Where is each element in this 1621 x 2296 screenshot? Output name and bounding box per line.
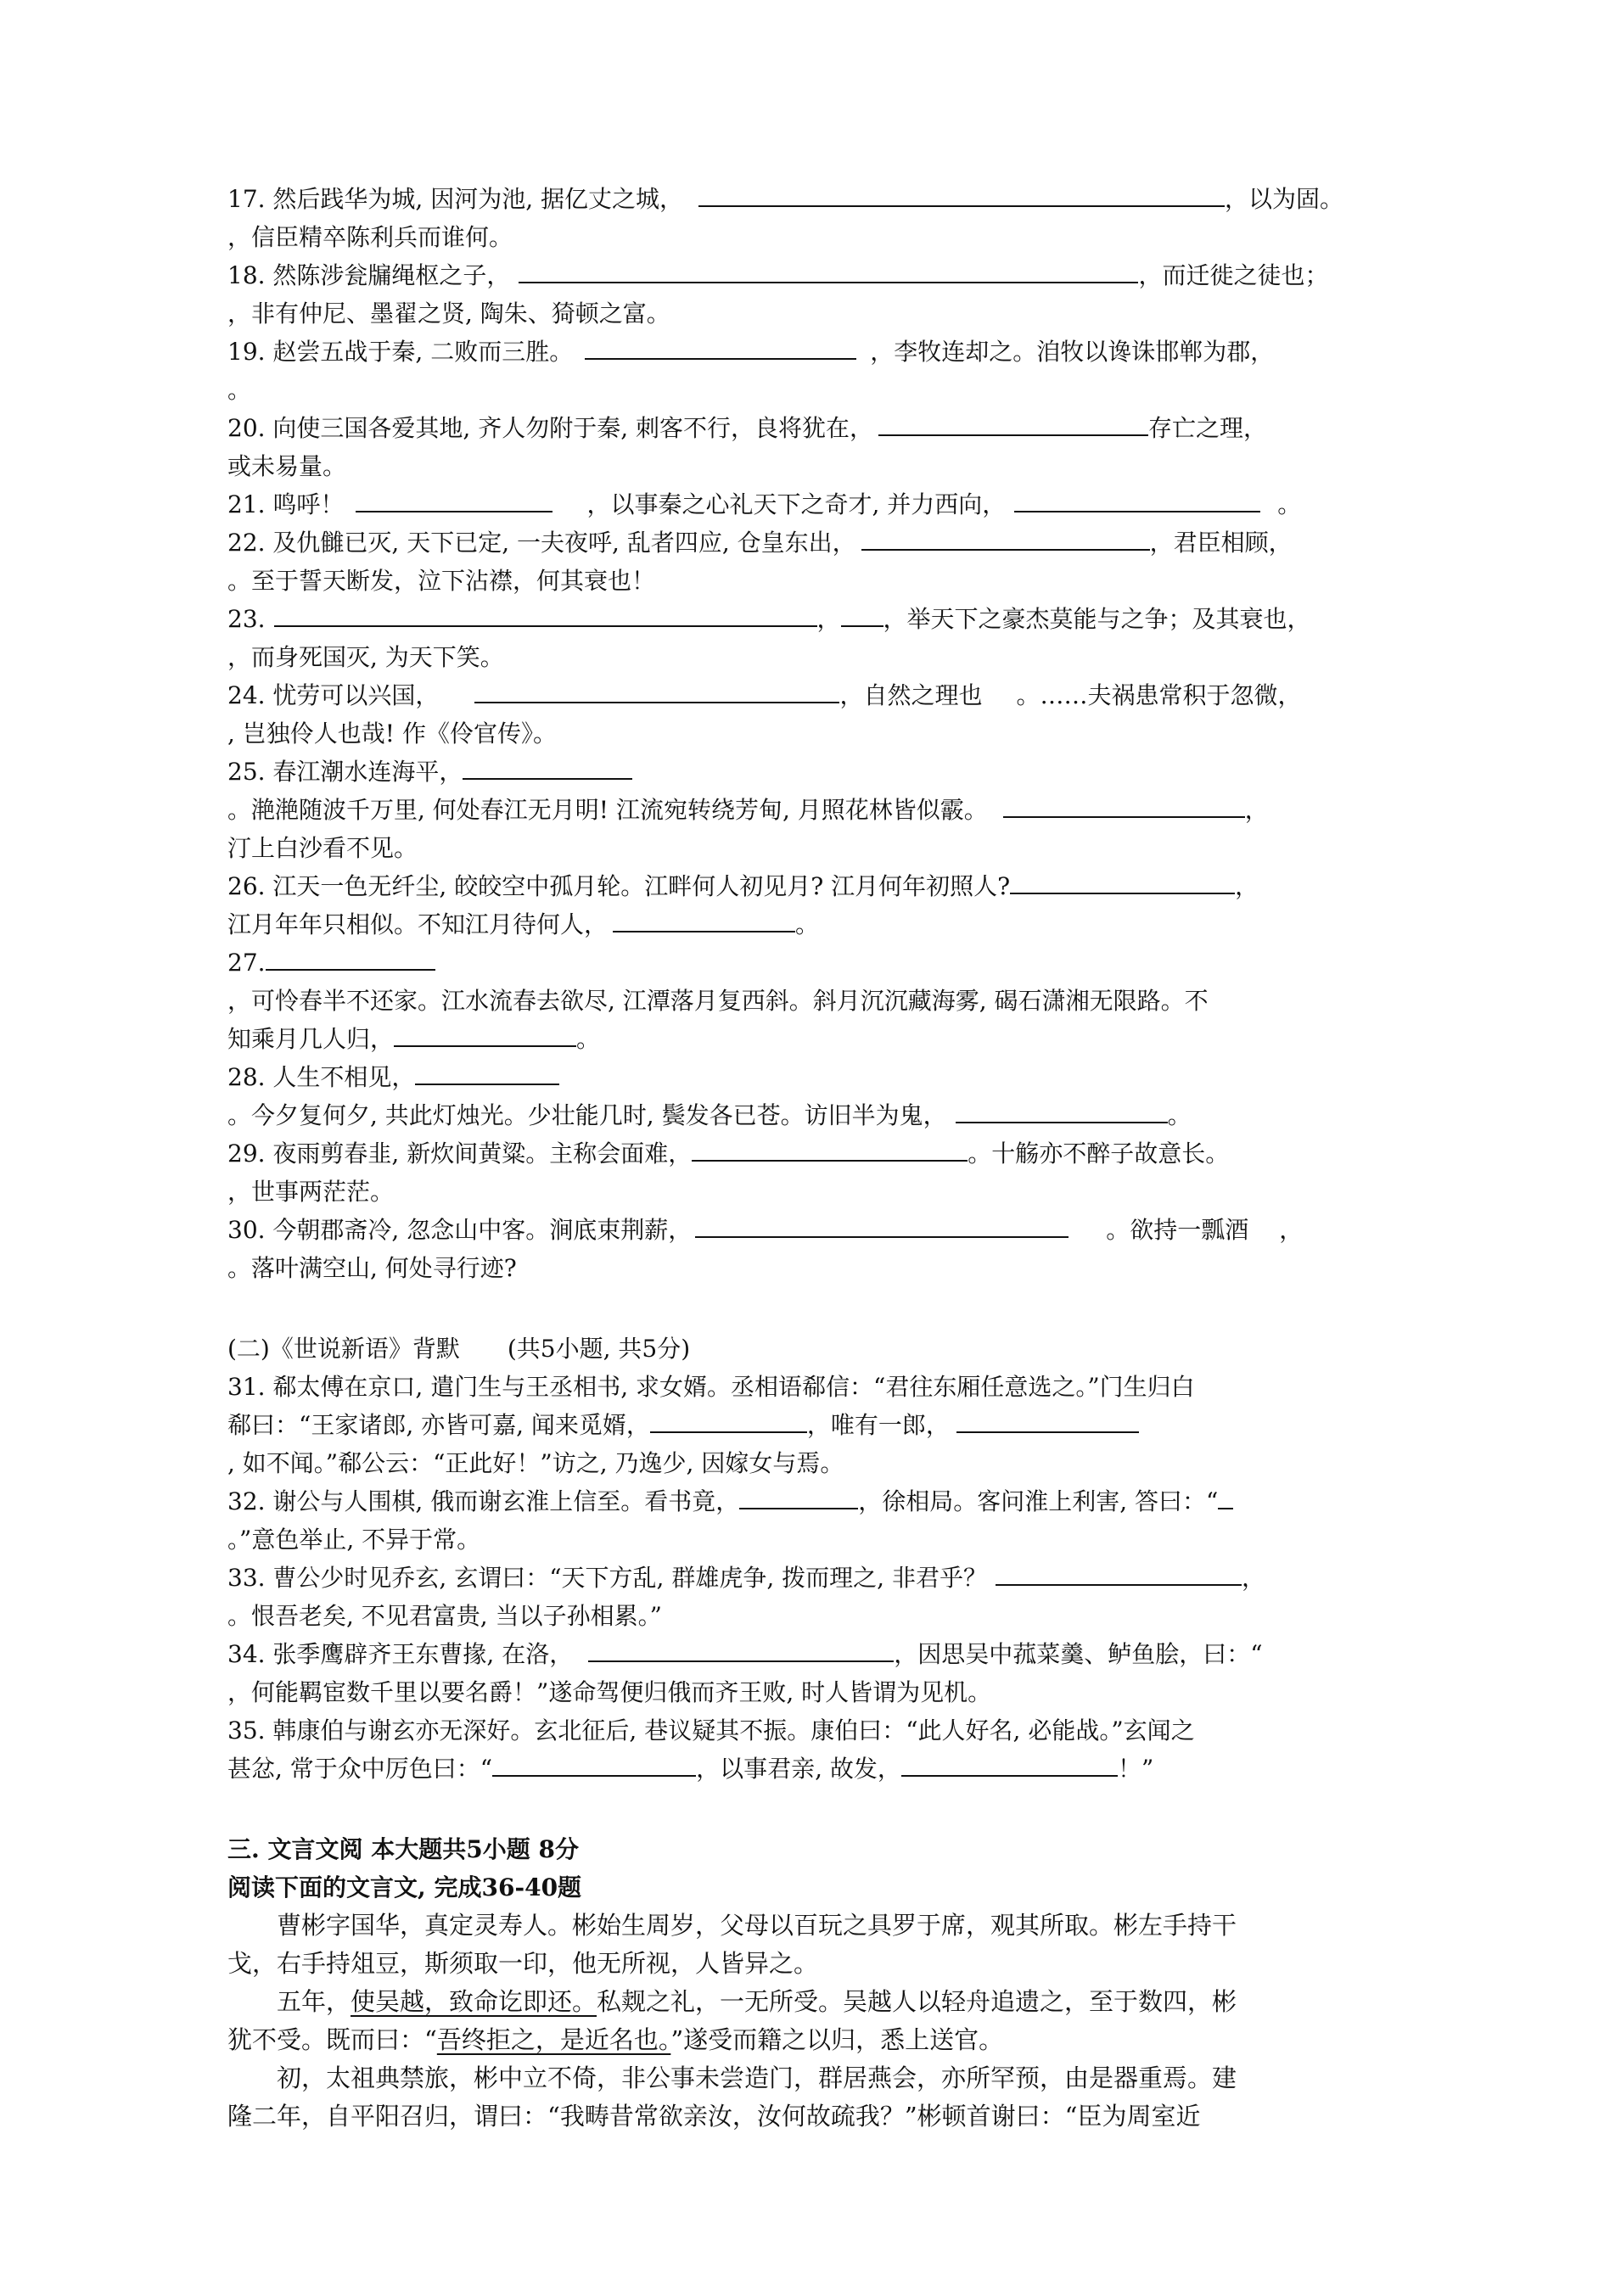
passage-text: 私觌之礼，一无所受。吴越人以轻舟追遗之，至于数四，彬 — [597, 1987, 1237, 2016]
question-text: ，信臣精卒陈利兵而谁何。 — [227, 223, 513, 251]
answer-blank[interactable] — [1218, 1482, 1233, 1509]
passage-text: 隆二年，自平阳召归，谓曰：“我畴昔常欲亲汝，汝何故疏我？”彬顿首谢曰：“臣为周室近 — [227, 2102, 1201, 2131]
question-text: 。 — [1167, 1101, 1192, 1129]
question-text: 。十觞亦不醉子故意长。 — [968, 1140, 1230, 1168]
question-19-line2 — [227, 371, 1407, 409]
question-text: 31. 郗太傅在京口, 遣门生与王丞相书, 求女婿。丞相语郗信：“君往东厢任意选之。”门生归白 — [227, 1373, 1195, 1401]
question-text: ，可怜春半不还家。江水流春去欲尽, 江潭落月复西斜。斜月沉沉藏海雾, 碣石潇湘无限路。不 — [227, 987, 1209, 1015]
question-22-line2 — [227, 562, 1407, 600]
question-text: 25. 春江潮水连海平， — [227, 758, 463, 786]
passage-p2-line1 — [227, 1983, 1407, 2021]
passage-p1-line1 — [227, 1907, 1407, 1945]
section3-subtitle — [227, 1868, 581, 1907]
question-19 — [227, 333, 1407, 371]
question-26 — [227, 867, 1407, 905]
question-text: 30. 今朝郡斋冷, 忽念山中客。涧底束荆薪， — [227, 1216, 693, 1244]
question-26-line2 — [227, 905, 1407, 944]
question-text: ，非有仲尼、墨翟之贤, 陶朱、猗顿之富。 — [227, 300, 670, 328]
question-23 — [227, 600, 1407, 638]
question-text: 。滟滟随波千万里, 何处春江无月明! 江流宛转绕芳甸, 月照花林皆似霰。 — [227, 796, 988, 824]
answer-blank[interactable] — [1010, 867, 1235, 894]
question-text: ，李牧连却之。洎牧以谗诛邯郸为郡， — [870, 338, 1275, 366]
passage-text: 初，太祖典禁旅，彬中立不倚，非公事未尝造门，群居燕会，亦所罕预，由是器重焉。建 — [277, 2064, 1237, 2092]
section3-subtitle-text: 阅读下面的文言文, 完成36-40题 — [227, 1873, 582, 1901]
answer-blank[interactable] — [613, 905, 795, 932]
answer-blank[interactable] — [695, 1211, 1069, 1238]
question-34 — [227, 1635, 1407, 1673]
question-33-line2 — [227, 1597, 1407, 1635]
question-31-line2 — [227, 1406, 1407, 1444]
question-text: 18. 然陈涉瓮牖绳枢之子， — [227, 261, 511, 289]
question-text: ，以事君亲, 故发， — [696, 1755, 901, 1783]
answer-blank[interactable] — [692, 1134, 968, 1162]
passage-p2-line2 — [227, 2021, 1407, 2059]
question-text: 35. 韩康伯与谢玄亦无深好。玄北征后, 巷议疑其不振。康伯曰：“此人好名, 必能战。”玄闻之 — [227, 1716, 1195, 1744]
passage-p3-line1 — [227, 2059, 1407, 2097]
answer-blank[interactable] — [1003, 791, 1245, 818]
question-text: 32. 谢公与人围棋, 俄而谢玄淮上信至。看书竟， — [227, 1487, 740, 1515]
answer-blank[interactable] — [415, 1058, 559, 1085]
question-text: 。至于誓天断发，泣下沾襟，何其衰也！ — [227, 567, 656, 595]
question-27-line3 — [227, 1020, 1407, 1058]
question-text: 20. 向使三国各爱其地, 齐人勿附于秦, 刺客不行，良将犹在， — [227, 414, 874, 442]
question-31-line3 — [227, 1444, 1407, 1482]
question-text: 知乘月几人归， — [227, 1025, 395, 1053]
question-32-line2 — [227, 1520, 1407, 1559]
question-text: ，而身死国灭, 为天下笑。 — [227, 643, 504, 671]
question-text: ，何能羁宦数千里以要名爵！”遂命驾便归俄而齐王败, 时人皆谓为见机。 — [227, 1678, 992, 1706]
answer-blank[interactable] — [698, 180, 1225, 207]
question-text: ，因思吴中菰菜羹、鲈鱼脍，曰：“ — [894, 1640, 1263, 1668]
question-29-line2 — [227, 1173, 1407, 1211]
question-text: 28. 人生不相见， — [227, 1063, 416, 1091]
question-text: ， — [1279, 1216, 1304, 1244]
passage-text: 戈，右手持俎豆，斯须取一印，他无所视，人皆异之。 — [227, 1949, 819, 1978]
question-text: 34. 张季鹰辟齐王东曹掾, 在洛， — [227, 1640, 574, 1668]
answer-blank[interactable] — [901, 1750, 1118, 1777]
question-text: 汀上白沙看不见。 — [227, 834, 418, 862]
section2-header — [227, 1330, 690, 1368]
question-text: , 岂独伶人也哉! 作《伶官传》。 — [227, 720, 557, 748]
question-27 — [227, 944, 1407, 982]
question-17-line2 — [227, 218, 1407, 256]
passage-p3-line2 — [227, 2097, 1407, 2136]
question-22 — [227, 524, 1407, 562]
answer-blank[interactable] — [266, 944, 435, 971]
answer-blank[interactable] — [739, 1482, 858, 1509]
question-text: ， — [1235, 872, 1259, 900]
question-text: 。 — [227, 376, 252, 404]
question-text: 或未易量。 — [227, 452, 347, 480]
question-text: 26. 江天一色无纤尘, 皎皎空中孤月轮。江畔何人初见月? 江月何年初照人? — [227, 872, 1011, 900]
question-text: 24. 忧劳可以兴国， — [227, 681, 440, 709]
question-text: ， — [1241, 1564, 1265, 1592]
question-24-line2 — [227, 714, 1407, 753]
question-35-line2 — [227, 1750, 1407, 1788]
question-28-line2 — [227, 1096, 1407, 1134]
question-17 — [227, 180, 1407, 218]
answer-blank[interactable] — [463, 753, 632, 780]
question-30-line2 — [227, 1249, 1407, 1287]
question-text: ！” — [1117, 1755, 1154, 1783]
question-text: 江月年年只相似。不知江月待何人， — [227, 910, 609, 938]
question-text: 。”意色举止, 不异于常。 — [227, 1526, 481, 1554]
question-20 — [227, 409, 1407, 447]
question-28 — [227, 1058, 1407, 1096]
passage-p1-line2 — [227, 1945, 1407, 1983]
question-18-line2 — [227, 294, 1407, 333]
question-text: 。……夫祸患常积于忽微， — [1016, 681, 1302, 709]
question-text: 29. 夜雨剪春韭, 新炊间黄粱。主称会面难， — [227, 1140, 693, 1168]
underlined-sentence: 吾终拒之，是近名也。 — [436, 2025, 671, 2054]
question-text: ，自然之理也 — [839, 681, 983, 709]
passage-text: 五年， — [277, 1987, 351, 2016]
question-text: 存亡之理， — [1148, 414, 1268, 442]
answer-blank[interactable] — [274, 600, 817, 627]
question-text: 。今夕复何夕, 共此灯烛光。少壮能几时, 鬓发各已苍。访旧半为鬼， — [227, 1101, 947, 1129]
section3-title-text: 三. 文言文阅 本大题共5小题 8分 — [227, 1835, 579, 1863]
answer-blank[interactable] — [996, 1559, 1242, 1586]
question-25-line3 — [227, 829, 1407, 867]
question-text: 。 — [576, 1025, 601, 1053]
answer-blank[interactable] — [956, 1096, 1168, 1123]
question-text: 郗曰：“王家诸郎, 亦皆可嘉, 闻来觅婿， — [227, 1411, 650, 1439]
section2-title: (二)《世说新语》背默 — [227, 1335, 460, 1363]
question-text: 19. 赵尝五战于秦, 二败而三胜。 — [227, 338, 574, 366]
question-text: 。落叶满空山, 何处寻行迹? — [227, 1254, 517, 1282]
question-25 — [227, 753, 1407, 791]
question-text: ，唯有一郎， — [806, 1411, 950, 1439]
answer-blank[interactable] — [841, 600, 883, 627]
question-32 — [227, 1482, 1407, 1520]
question-text: ，徐相局。客问淮上利害, 答曰：“ — [858, 1487, 1219, 1515]
question-text: ，世事两茫茫。 — [227, 1178, 395, 1206]
answer-blank[interactable] — [588, 1635, 894, 1662]
section3-title — [227, 1830, 579, 1868]
question-text: ，君臣相顾， — [1149, 529, 1293, 557]
question-text: 甚忿, 常于众中厉色曰：“ — [227, 1755, 493, 1783]
answer-blank[interactable] — [474, 676, 839, 703]
question-text: 22. 及仇雠已灭, 天下已定, 一夫夜呼, 乱者四应, 仓皇东出， — [227, 529, 856, 557]
question-30 — [227, 1211, 1407, 1249]
question-33 — [227, 1559, 1407, 1597]
question-29 — [227, 1134, 1407, 1173]
question-text: 。欲持一瓢酒 — [1106, 1216, 1249, 1244]
answer-blank[interactable] — [394, 1020, 576, 1047]
answer-blank[interactable] — [356, 485, 552, 512]
question-text: 。 — [795, 910, 820, 938]
answer-blank[interactable] — [1014, 485, 1260, 512]
section2-count: (共5小题, 共5分) — [507, 1335, 691, 1363]
passage-text: 犹不受。既而曰：“ — [227, 2025, 437, 2054]
question-31 — [227, 1368, 1407, 1406]
answer-blank[interactable] — [519, 256, 1138, 283]
question-text: , 如不闻。”郗公云：“正此好！”访之, 乃逸少, 因嫁女与焉。 — [227, 1449, 844, 1477]
passage-text: ”遂受而籍之以归，悉上送官。 — [670, 2025, 1004, 2054]
question-text: 17. 然后践华为城, 因河为池, 据亿丈之城， — [227, 185, 684, 213]
question-text: ，而迁徙之徒也； — [1138, 261, 1329, 289]
question-text: 。恨吾老矣, 不见君富贵, 当以子孙相累。” — [227, 1602, 662, 1630]
question-24 — [227, 676, 1407, 714]
question-text: ， — [1244, 796, 1269, 824]
underlined-sentence: 使吴越，致命讫即还。 — [351, 1987, 597, 2016]
answer-blank[interactable] — [861, 524, 1150, 551]
question-text: 23. — [227, 605, 266, 633]
answer-blank[interactable] — [492, 1750, 696, 1777]
question-21 — [227, 485, 1407, 524]
question-34-line2 — [227, 1673, 1407, 1711]
question-text: 21. 鸣呼！ — [227, 490, 345, 518]
answer-blank[interactable] — [956, 1406, 1139, 1433]
answer-blank[interactable] — [878, 409, 1148, 436]
question-text: ，以为固。 — [1225, 185, 1344, 213]
question-text: 33. 曹公少时见乔玄, 玄谓曰：“天下方乱, 群雄虎争, 拨而理之, 非君乎？ — [227, 1564, 987, 1592]
question-25-line2 — [227, 791, 1407, 829]
question-text: 27. — [227, 949, 266, 977]
question-text: 。 — [1277, 490, 1302, 518]
question-18 — [227, 256, 1407, 294]
question-27-line2 — [227, 982, 1407, 1020]
answer-blank[interactable] — [585, 333, 856, 360]
question-35 — [227, 1711, 1407, 1750]
question-20-line2 — [227, 447, 1407, 485]
question-text: ，举天下之豪杰莫能与之争；及其衰也， — [883, 605, 1311, 633]
question-text: ，以事秦之心礼天下之奇才, 并力西向， — [586, 490, 1007, 518]
question-23-line2 — [227, 638, 1407, 676]
answer-blank[interactable] — [650, 1406, 807, 1433]
passage-text: 曹彬字国华，真定灵寿人。彬始生周岁，父母以百玩之具罗于席，观其所取。彬左手持干 — [277, 1911, 1237, 1940]
question-text: ， — [816, 605, 841, 633]
